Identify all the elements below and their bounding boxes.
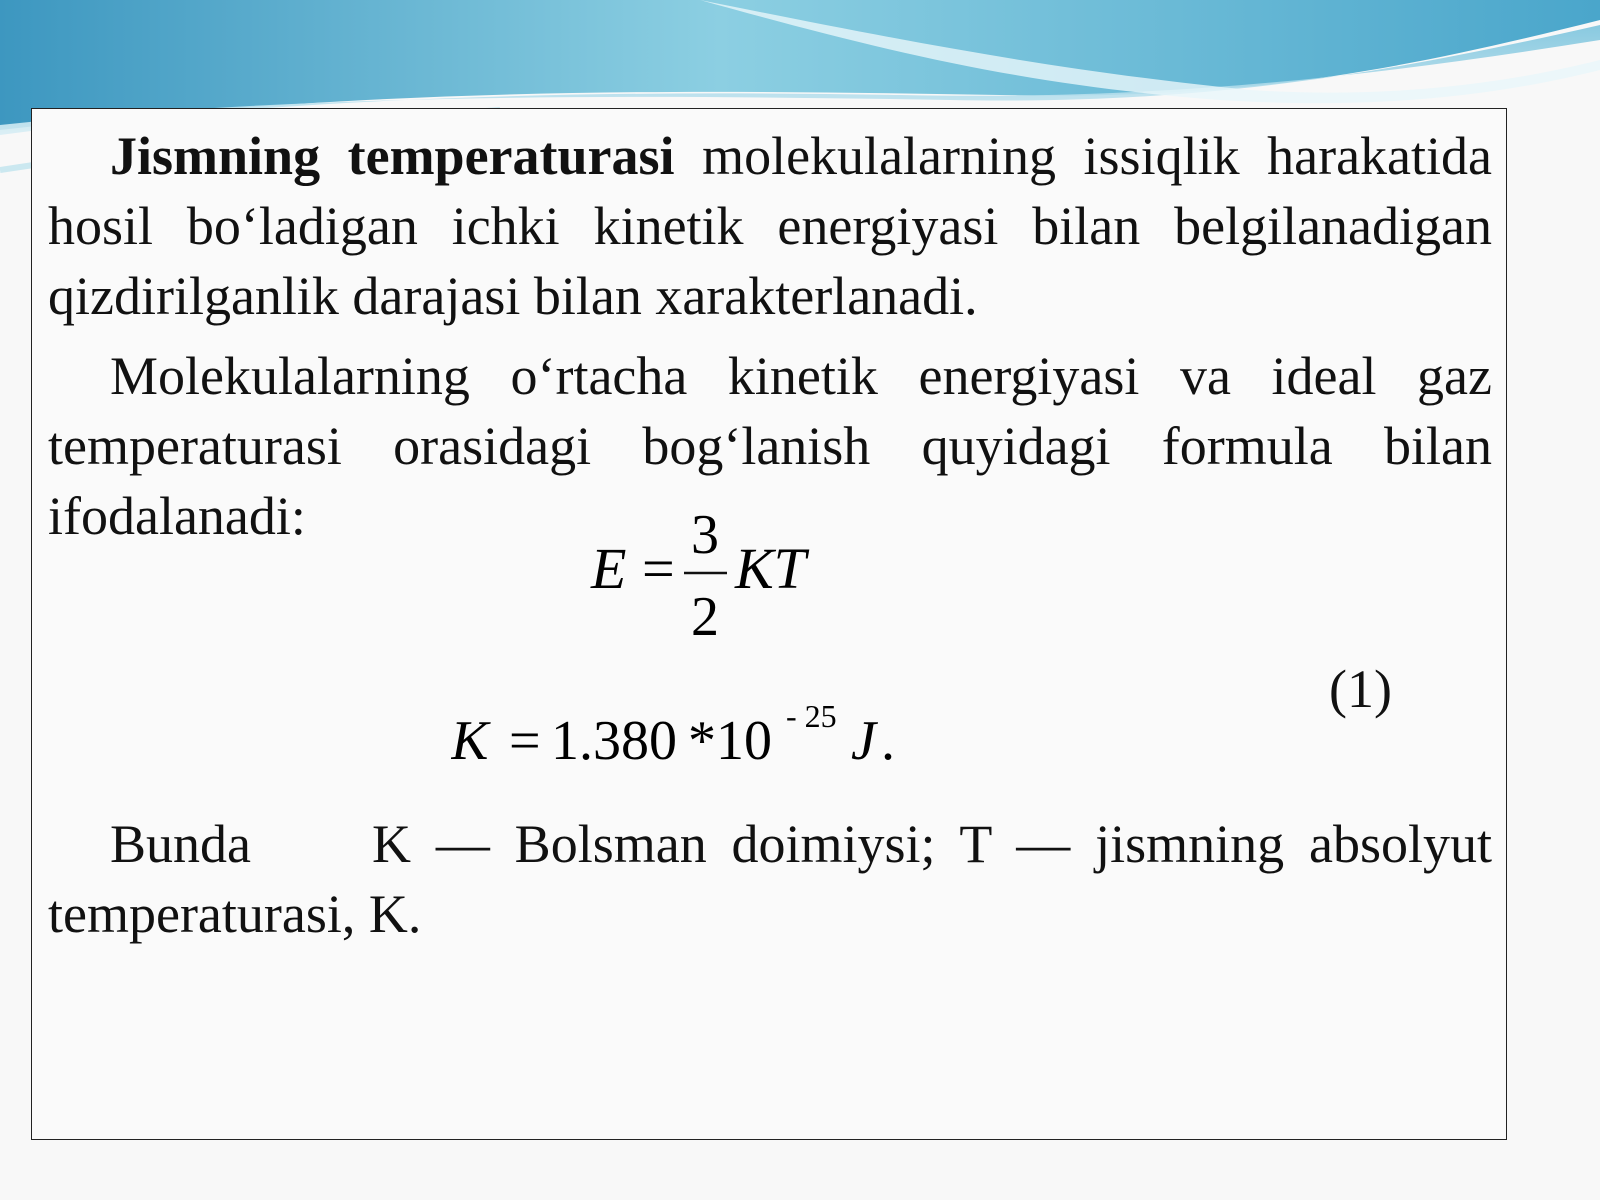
relation-text: Molekulalarning o‘rtacha kinetik energiyasi va ideal gaz temperaturasi orasidagi bog‘lanish quyidagi formula bilan ifodalanadi: <box>48 346 1492 546</box>
explanation-text: K — Bolsman doimiysi; T — jismning absolyut temperaturasi, K. <box>48 814 1492 944</box>
fraction-denominator: 2 <box>691 586 719 648</box>
formula-k-mantissa: 1.380 <box>551 710 677 772</box>
fraction-numerator: 3 <box>691 513 719 566</box>
defined-term: Jismning temperaturasi <box>110 126 675 186</box>
equation-number: (1) <box>1329 659 1392 719</box>
formula-k-equals: = <box>509 710 541 772</box>
formula-k-lhs: K <box>451 710 489 772</box>
formula-k-period: . <box>881 710 895 772</box>
formula-energy-rhs: KT <box>735 536 806 601</box>
explanation-paragraph <box>48 809 1492 949</box>
formula-k-unit: J <box>851 710 876 772</box>
content-frame <box>31 108 1507 1140</box>
boltzmann-formula <box>451 689 971 789</box>
definition-paragraph <box>48 121 1492 331</box>
definition-text: molekulalarning issiqlik harakatida hosil bo‘ladigan ichki kinetik energiyasi bilan belgilanadigan qizdirilganlik darajasi bilan xarakterlanadi. <box>48 126 1492 326</box>
explanation-lead-word: Bunda <box>110 814 251 874</box>
energy-formula <box>551 513 851 663</box>
formula-energy-equals: = <box>642 536 675 601</box>
formula-k-power-base: *10 <box>688 710 772 772</box>
formula-k-exponent: - 25 <box>786 698 837 734</box>
formula-energy-lhs: E <box>591 536 627 601</box>
